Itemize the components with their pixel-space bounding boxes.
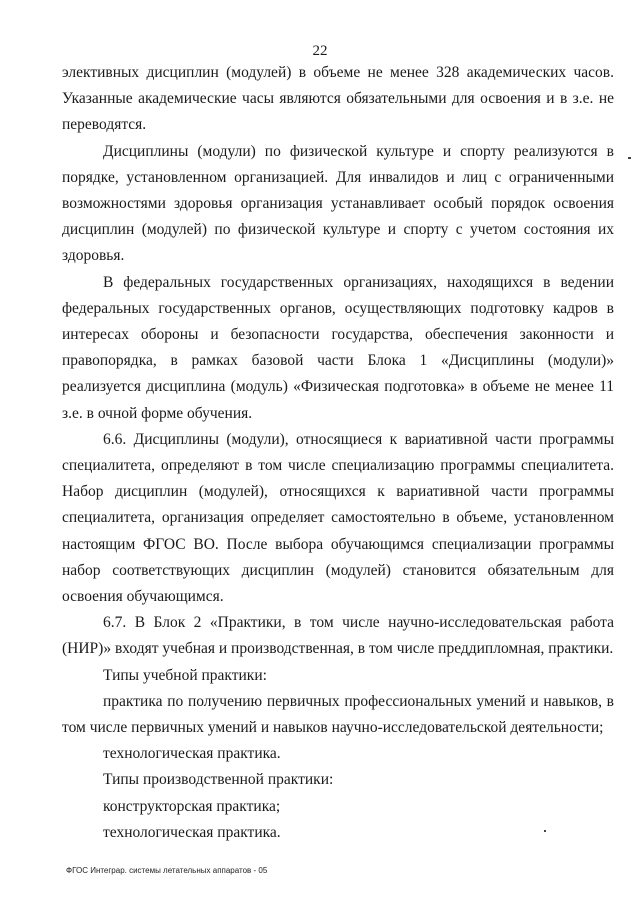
document-footer: ФГОС Интеграр. системы летательных аппаратов - 05: [66, 866, 268, 875]
paragraph-6-7: 6.7. В Блок 2 «Практики, в том числе научно-исследовательская работа (НИР)» входят учебная и производственная, в том числе преддипломная, практики.: [62, 614, 614, 658]
paragraph-primary-skills-practice: практика по получению первичных профессиональных умений и навыков, в том числе первичных умений и навыков научно-исследовательской деятельности;: [62, 692, 614, 737]
paragraph-physical-culture: Дисциплины (модули) по физической культуре и спорту реализуются в порядке, установленном организацией. Для инвалидов и лиц с ограниченными возможностями здоровья организация устанавливает особый порядок освоения дисциплин (модулей) по физической культуре и спорту с учетом состояния их здоровья.: [62, 142, 614, 265]
paragraph-federal-organizations: В федеральных государственных организациях, находящихся в ведении федеральных государственных органов, осуществляющих подготовку кадров в интересах обороны и безопасности государства, обеспечения законности и правопорядка, в рамках базовой части Блока 1 «Дисциплины (модули)» реализуется дисциплина (модуль) «Физическая подготовка» в объеме не менее 11 з.е. в очной форме обучения.: [62, 273, 614, 422]
paragraph-design-practice: конструкторская практика;: [103, 797, 281, 815]
scan-speck: [628, 157, 631, 159]
paragraph-6-6: 6.6. Дисциплины (модули), относящиеся к вариативной части программы специалитета, определяют в том числе специализацию программы специалитета. Набор дисциплин (модулей), относящихся к вариативной части программы специалитета, организация определяет самостоятельно в объеме, установленном настоящим ФГОС ВО. После выбора обучающимся специализации программы набор соответствующих дисциплин (модулей) становится обязательным для освоения обучающимся.: [62, 430, 614, 606]
scan-speck: [544, 830, 546, 832]
paragraph-technological-practice-1: технологическая практика.: [103, 745, 281, 763]
paragraph-educational-practice-types: Типы учебной практики:: [103, 666, 267, 684]
document-body: [62, 60, 614, 846]
paragraph-production-practice-types: Типы производственной практики:: [103, 771, 334, 789]
page-number: 22: [312, 43, 328, 59]
paragraph-elective-hours: элективных дисциплин (модулей) в объеме не менее 328 академических часов. Указанные академические часы являются обязательными для освоения и в з.е. не переводятся.: [62, 64, 614, 134]
paragraph-technological-practice-2: технологическая практика.: [103, 823, 281, 841]
